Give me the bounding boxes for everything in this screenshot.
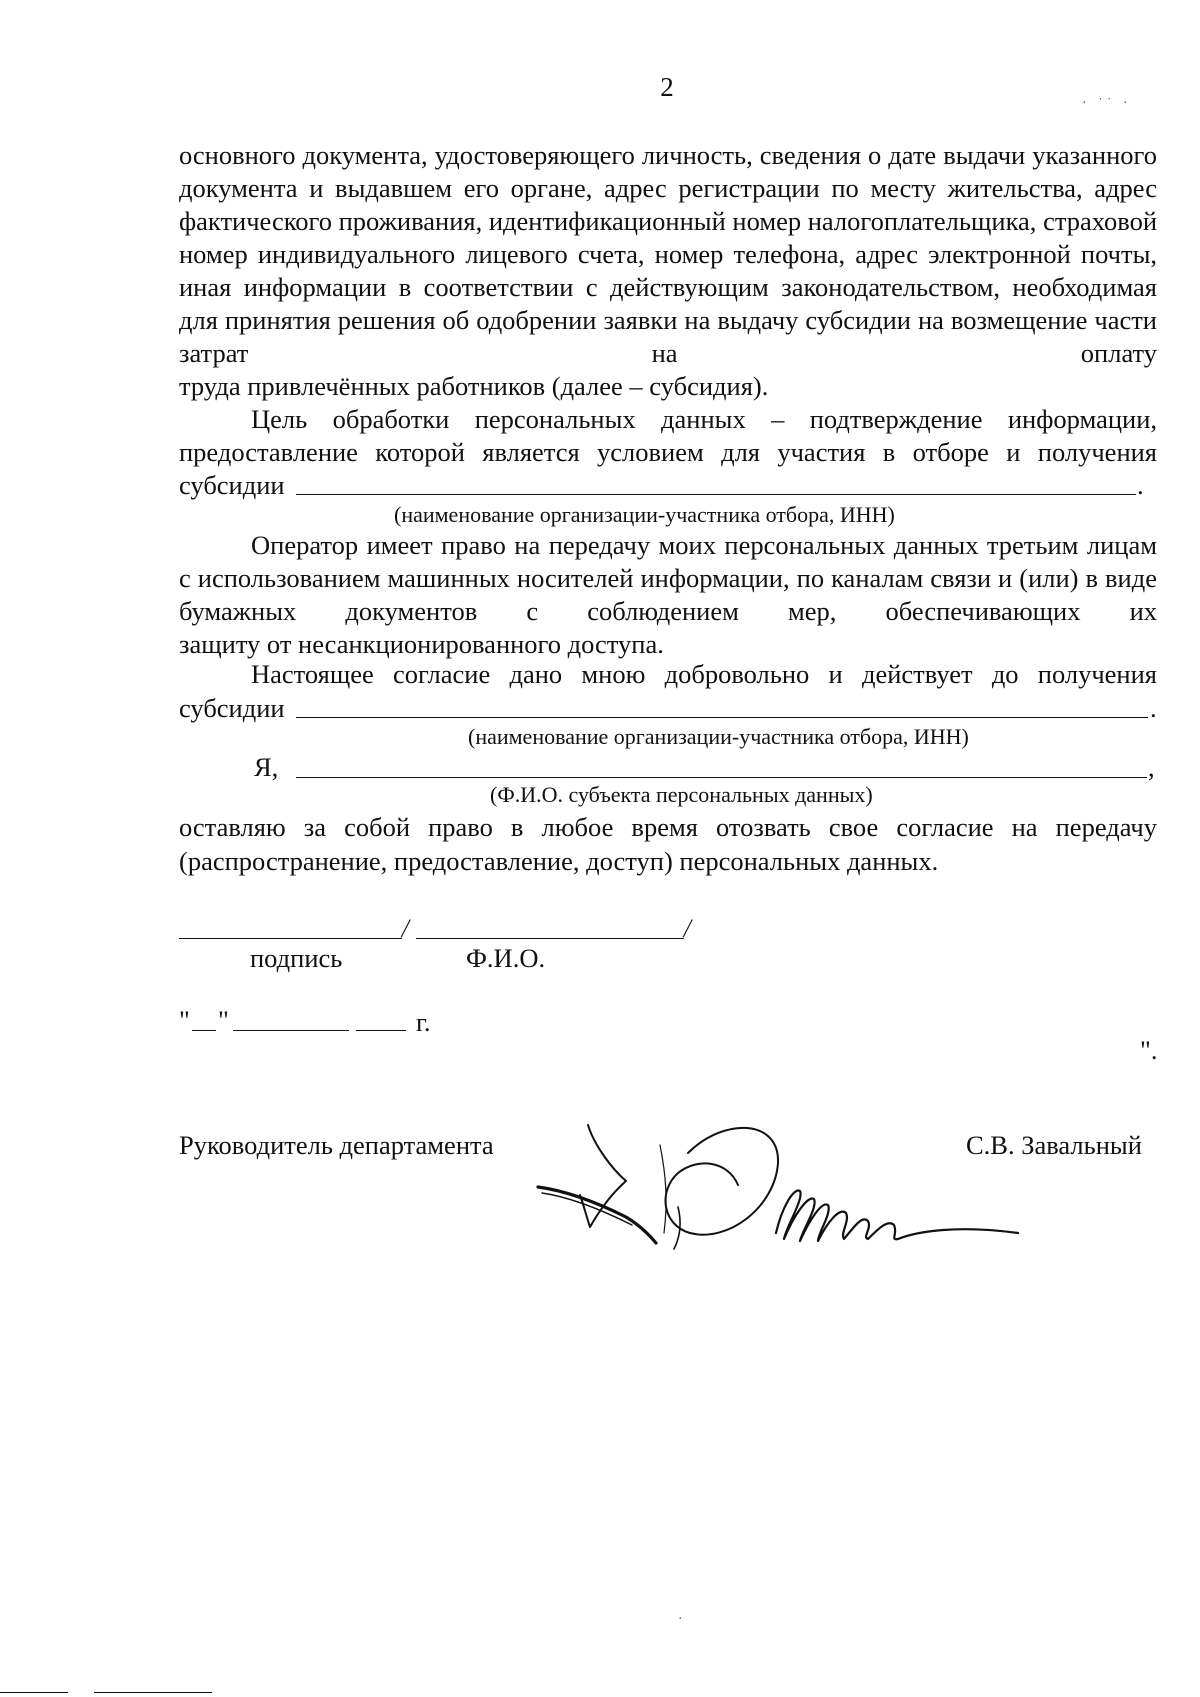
signatory-name: С.В. Завальный <box>966 1130 1142 1160</box>
signature-field-line <box>179 938 402 939</box>
org-field-caption: (наименование организации-участника отбора, ИНН) <box>468 724 969 749</box>
field-suffix: , <box>1148 752 1155 782</box>
date-year-field-line <box>356 1030 406 1031</box>
paragraph-withdraw-right <box>179 811 1157 844</box>
slash-separator: / <box>681 913 695 943</box>
org-name-field-line <box>296 494 1136 495</box>
org-field-caption: (наименование организации-участника отбора, ИНН) <box>394 502 895 527</box>
date-month-field-line <box>233 1030 349 1031</box>
fio-field-line <box>416 938 684 939</box>
date-year-suffix: г. <box>416 1007 431 1037</box>
paragraph-text: Оператор имеет право на передачу моих персональных данных третьим лицам с использованием машинных носителей информации, по каналам связи и (или) в виде бумажных документов с соблюдением мер, обеспечивающих их <box>179 530 1157 626</box>
paragraph-last-line <box>179 845 1157 878</box>
paragraph-text: защиту от несанкционированного доступа. <box>179 629 664 659</box>
field-prefix-subsidy: субсидии <box>179 693 285 723</box>
bottom-edge-mark <box>0 1692 68 1693</box>
slash-separator: / <box>399 913 413 943</box>
paragraph-text: Настоящее согласие дано мною добровольно и действует до получения <box>251 659 1157 689</box>
paragraph-text: труда привлечённых работников (далее – субсидия). <box>179 371 769 401</box>
paragraph-consent-validity <box>179 658 1157 691</box>
closing-quote: ". <box>1140 1035 1158 1065</box>
paragraph-text: оставляю за собой право в любое время отозвать свое согласие на передачу <box>179 812 1157 842</box>
paragraph-text: (распространение, предоставление, доступ) персональных данных. <box>179 846 939 876</box>
handwritten-signature <box>528 1115 1028 1265</box>
position-title: Руководитель департамента <box>179 1130 494 1160</box>
field-prefix-subsidy: субсидии <box>179 470 285 500</box>
page-number: 2 <box>660 72 674 102</box>
paragraph-personal-data-list <box>179 139 1157 370</box>
field-suffix: . <box>1150 693 1157 723</box>
date-quote-close: " <box>218 1005 229 1035</box>
paragraph-last-line <box>179 370 1157 403</box>
paragraph-operator-rights <box>179 529 1157 628</box>
subject-fio-field-line <box>296 777 1147 778</box>
paragraph-text: основного документа, удостоверяющего личность, сведения о дате выдачи указанного документа и выдавшем его органе, адрес регистрации по месту жительства, адрес фактического проживания, идентификационный номер налогоплательщика, страховой номер индивидуального лицевого счета, номер телефона, адрес электронной почты, иная информации в соответствии с действующим законодательством, необходимая для принятия решения об одобрении заявки на выдачу субсидии на возмещение части затрат на оплату <box>179 140 1157 368</box>
paragraph-last-line <box>179 628 1157 661</box>
scan-speck: · <box>678 1612 687 1627</box>
field-suffix: . <box>1137 470 1144 500</box>
paragraph-text: Цель обработки персональных данных – подтверждение информации, предоставление которой является условием для участия в отборе и получения <box>179 404 1157 467</box>
scan-specks: · ˙˙ · <box>1082 96 1132 111</box>
paragraph-purpose <box>179 403 1157 469</box>
subject-fio-caption: (Ф.И.О. субъекта персональных данных) <box>490 782 873 807</box>
date-day-field-line <box>192 1030 216 1031</box>
date-quote-open: " <box>179 1005 190 1035</box>
org-name-field-line <box>296 717 1148 718</box>
ya-label: Я, <box>254 752 279 782</box>
fio-caption: Ф.И.О. <box>466 943 546 973</box>
signature-caption: подпись <box>250 943 343 973</box>
bottom-edge-mark <box>94 1692 212 1693</box>
